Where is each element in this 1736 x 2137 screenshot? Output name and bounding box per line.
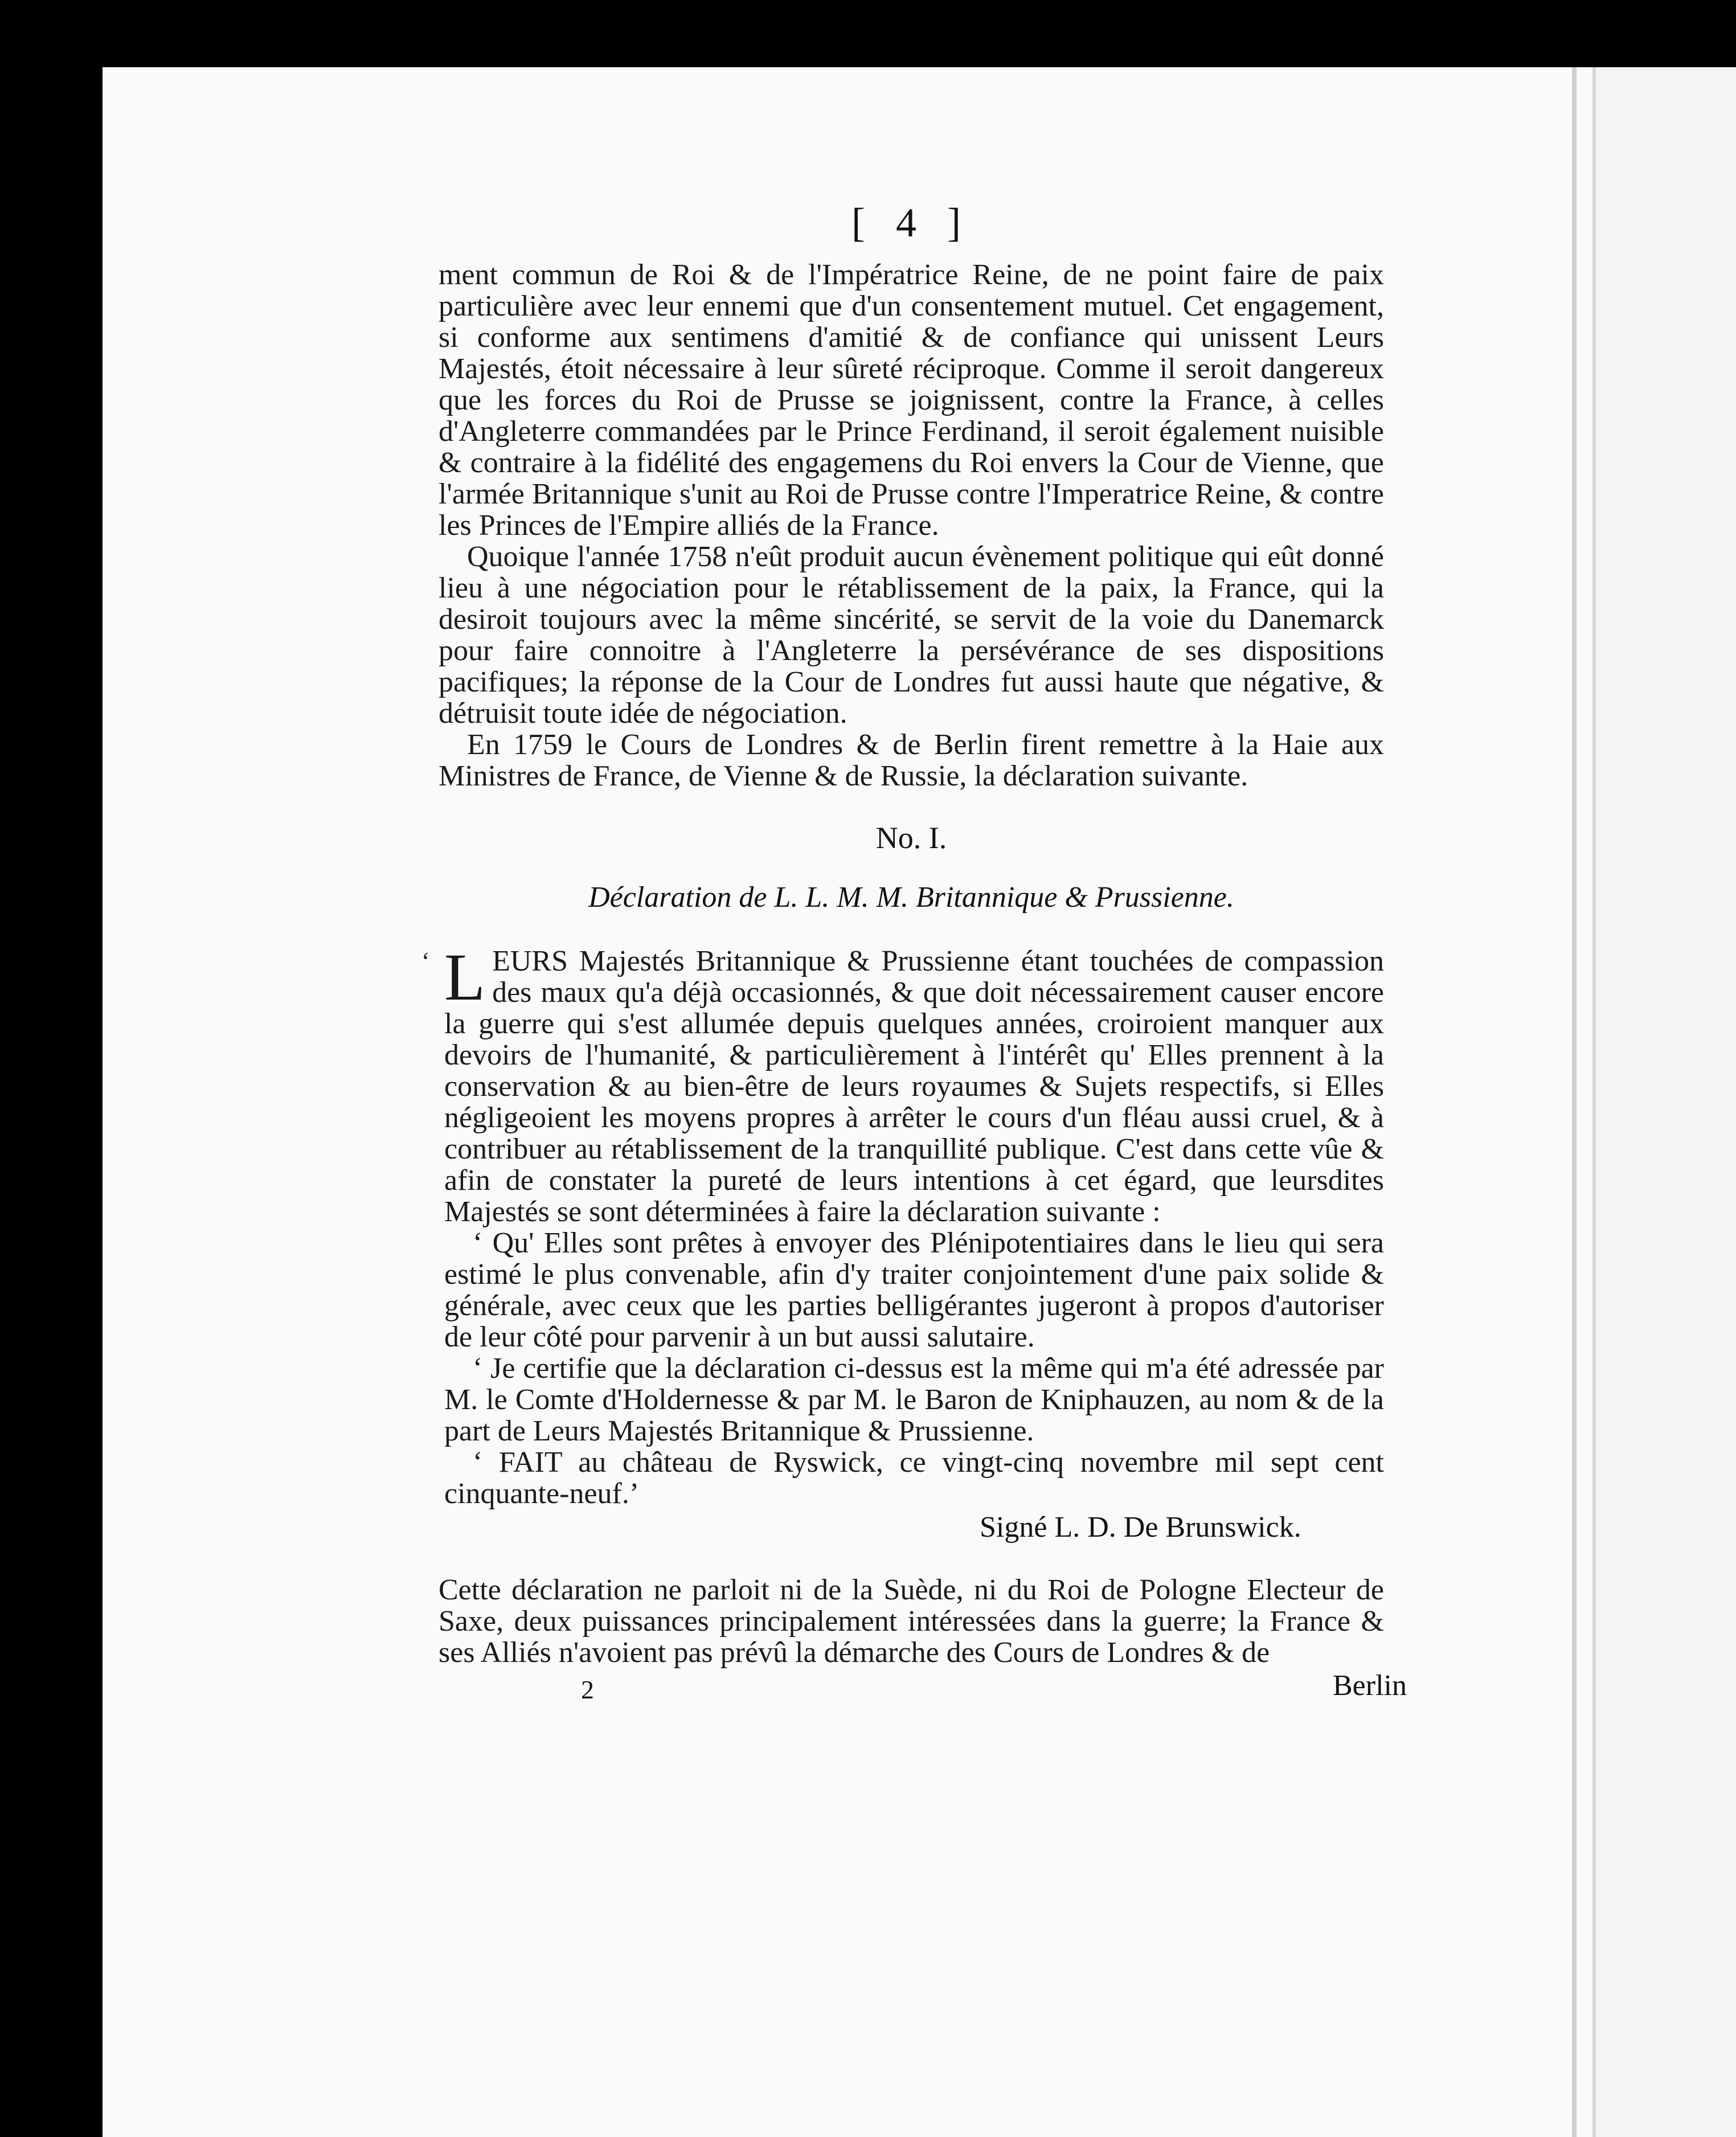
catchword: Berlin bbox=[1333, 1669, 1407, 1702]
declaration-paragraph-2 bbox=[421, 1227, 1384, 1353]
declaration-paragraph-1 bbox=[421, 940, 1384, 1228]
drop-cap: L bbox=[444, 940, 486, 1014]
facing-page-edge bbox=[1592, 67, 1736, 2137]
signature-line: Signé L. D. De Brunswick. bbox=[980, 1511, 1301, 1544]
quote-mark: ‘ bbox=[421, 947, 430, 975]
signature-mark: 2 bbox=[581, 1675, 594, 1704]
body-text bbox=[439, 259, 1384, 792]
declaration-text bbox=[421, 940, 1384, 1510]
declaration-paragraph-4-text: ‘ FAIT au château de Ryswick, ce vingt-cinq novembre mil sept cent cinquante-neuf.’ bbox=[444, 1446, 1384, 1510]
third-paragraph: En 1759 le Cours de Londres & de Berlin firent remettre à la Haie aux Ministres de France, de Vienne & de Russie, la déclaration suivante. bbox=[439, 728, 1384, 792]
declaration-paragraph-4 bbox=[421, 1447, 1384, 1509]
closing-paragraph: Cette déclaration ne parloit ni de la Suède, ni du Roi de Pologne Electeur de Saxe, deux puissances principalement intéressées dans la guerre; la France & ses Alliés n'avoient pas prévû la démarche des Cours de Londres & de bbox=[439, 1574, 1384, 1669]
declaration-paragraph-1-text: EURS Majestés Britannique & Prussienne étant touchées de compassion des maux qu'a déjà occasionnés, & que doit nécessairement causer encore la guerre qui s'est allumée depuis quelques années, croiroient manquer aux devoirs de l'humanité, & particulièrement à l'intérêt qu' Elles prennent à la conservation & au bien-être de leurs royaumes & Sujets respectifs, si Elles négligeoient les moyens propres à arrêter le cours d'un fléau aussi cruel, & à contribuer au rétablissement de la tranquillité publique. C'est dans cette vûe & afin de constater la pureté de leurs intentions à cet égard, que leursdites Majestés se sont déterminées à faire la déclaration suivante : bbox=[444, 945, 1384, 1228]
opening-paragraph: ment commun de Roi & de l'Impératrice Reine, de ne point faire de paix particulière avec leur ennemi que d'un consentement mutuel. Cet engagement, si conforme aux sentimens d'amitié & de confiance qui unissent Leurs Majestés, étoit nécessaire à leur sûreté réciproque. Comme il seroit dangereux que les forces du Roi de Prusse se joignissent, contre la France, à celles d'Angleterre commandées par le Prince Ferdinand, il seroit également nuisible & contraire à la fidélité des engagemens du Roi envers la Cour de Vienne, que l'armée Britannique s'unit au Roi de Prusse contre l'Imperatrice Reine, & contre les Princes de l'Empire alliés de la France. bbox=[439, 259, 1384, 542]
page-number: [ 4 ] bbox=[851, 200, 971, 245]
page-gutter-shadow bbox=[1572, 67, 1577, 2137]
declaration-paragraph-2-text: ‘ Qu' Elles sont prêtes à envoyer des Plénipotentiaires dans le lieu qui sera estimé le plus convenable, afin d'y traiter conjointement d'une paix solide & générale, avec ceux que les parties belligérantes jugeront à propos d'autoriser de leur côté pour parvenir à un but aussi salutaire. bbox=[444, 1227, 1384, 1353]
declaration-paragraph-3-text: ‘ Je certifie que la déclaration ci-dessus est la même qui m'a été adressée par M. le Comte d'Holdernesse & par M. le Baron de Kniphauzen, au nom & de la part de Leurs Majestés Britannique & Prussienne. bbox=[444, 1352, 1384, 1447]
declaration-paragraph-3 bbox=[421, 1353, 1384, 1447]
second-paragraph: Quoique l'année 1758 n'eût produit aucun évènement politique qui eût donné lieu à une négociation pour le rétablissement de la paix, la France, qui la desiroit toujours avec la même sincérité, se servit de la voie du Danemarck pour faire connoitre à l'Angleterre la persévérance de ses dispositions pacifiques; la réponse de la Cour de Londres fut aussi haute que négative, & détruisit toute idée de négociation. bbox=[439, 541, 1384, 730]
section-subheading: Déclaration de L. L. M. M. Britannique & Prussienne. bbox=[588, 881, 1234, 914]
section-heading: No. I. bbox=[875, 821, 947, 855]
